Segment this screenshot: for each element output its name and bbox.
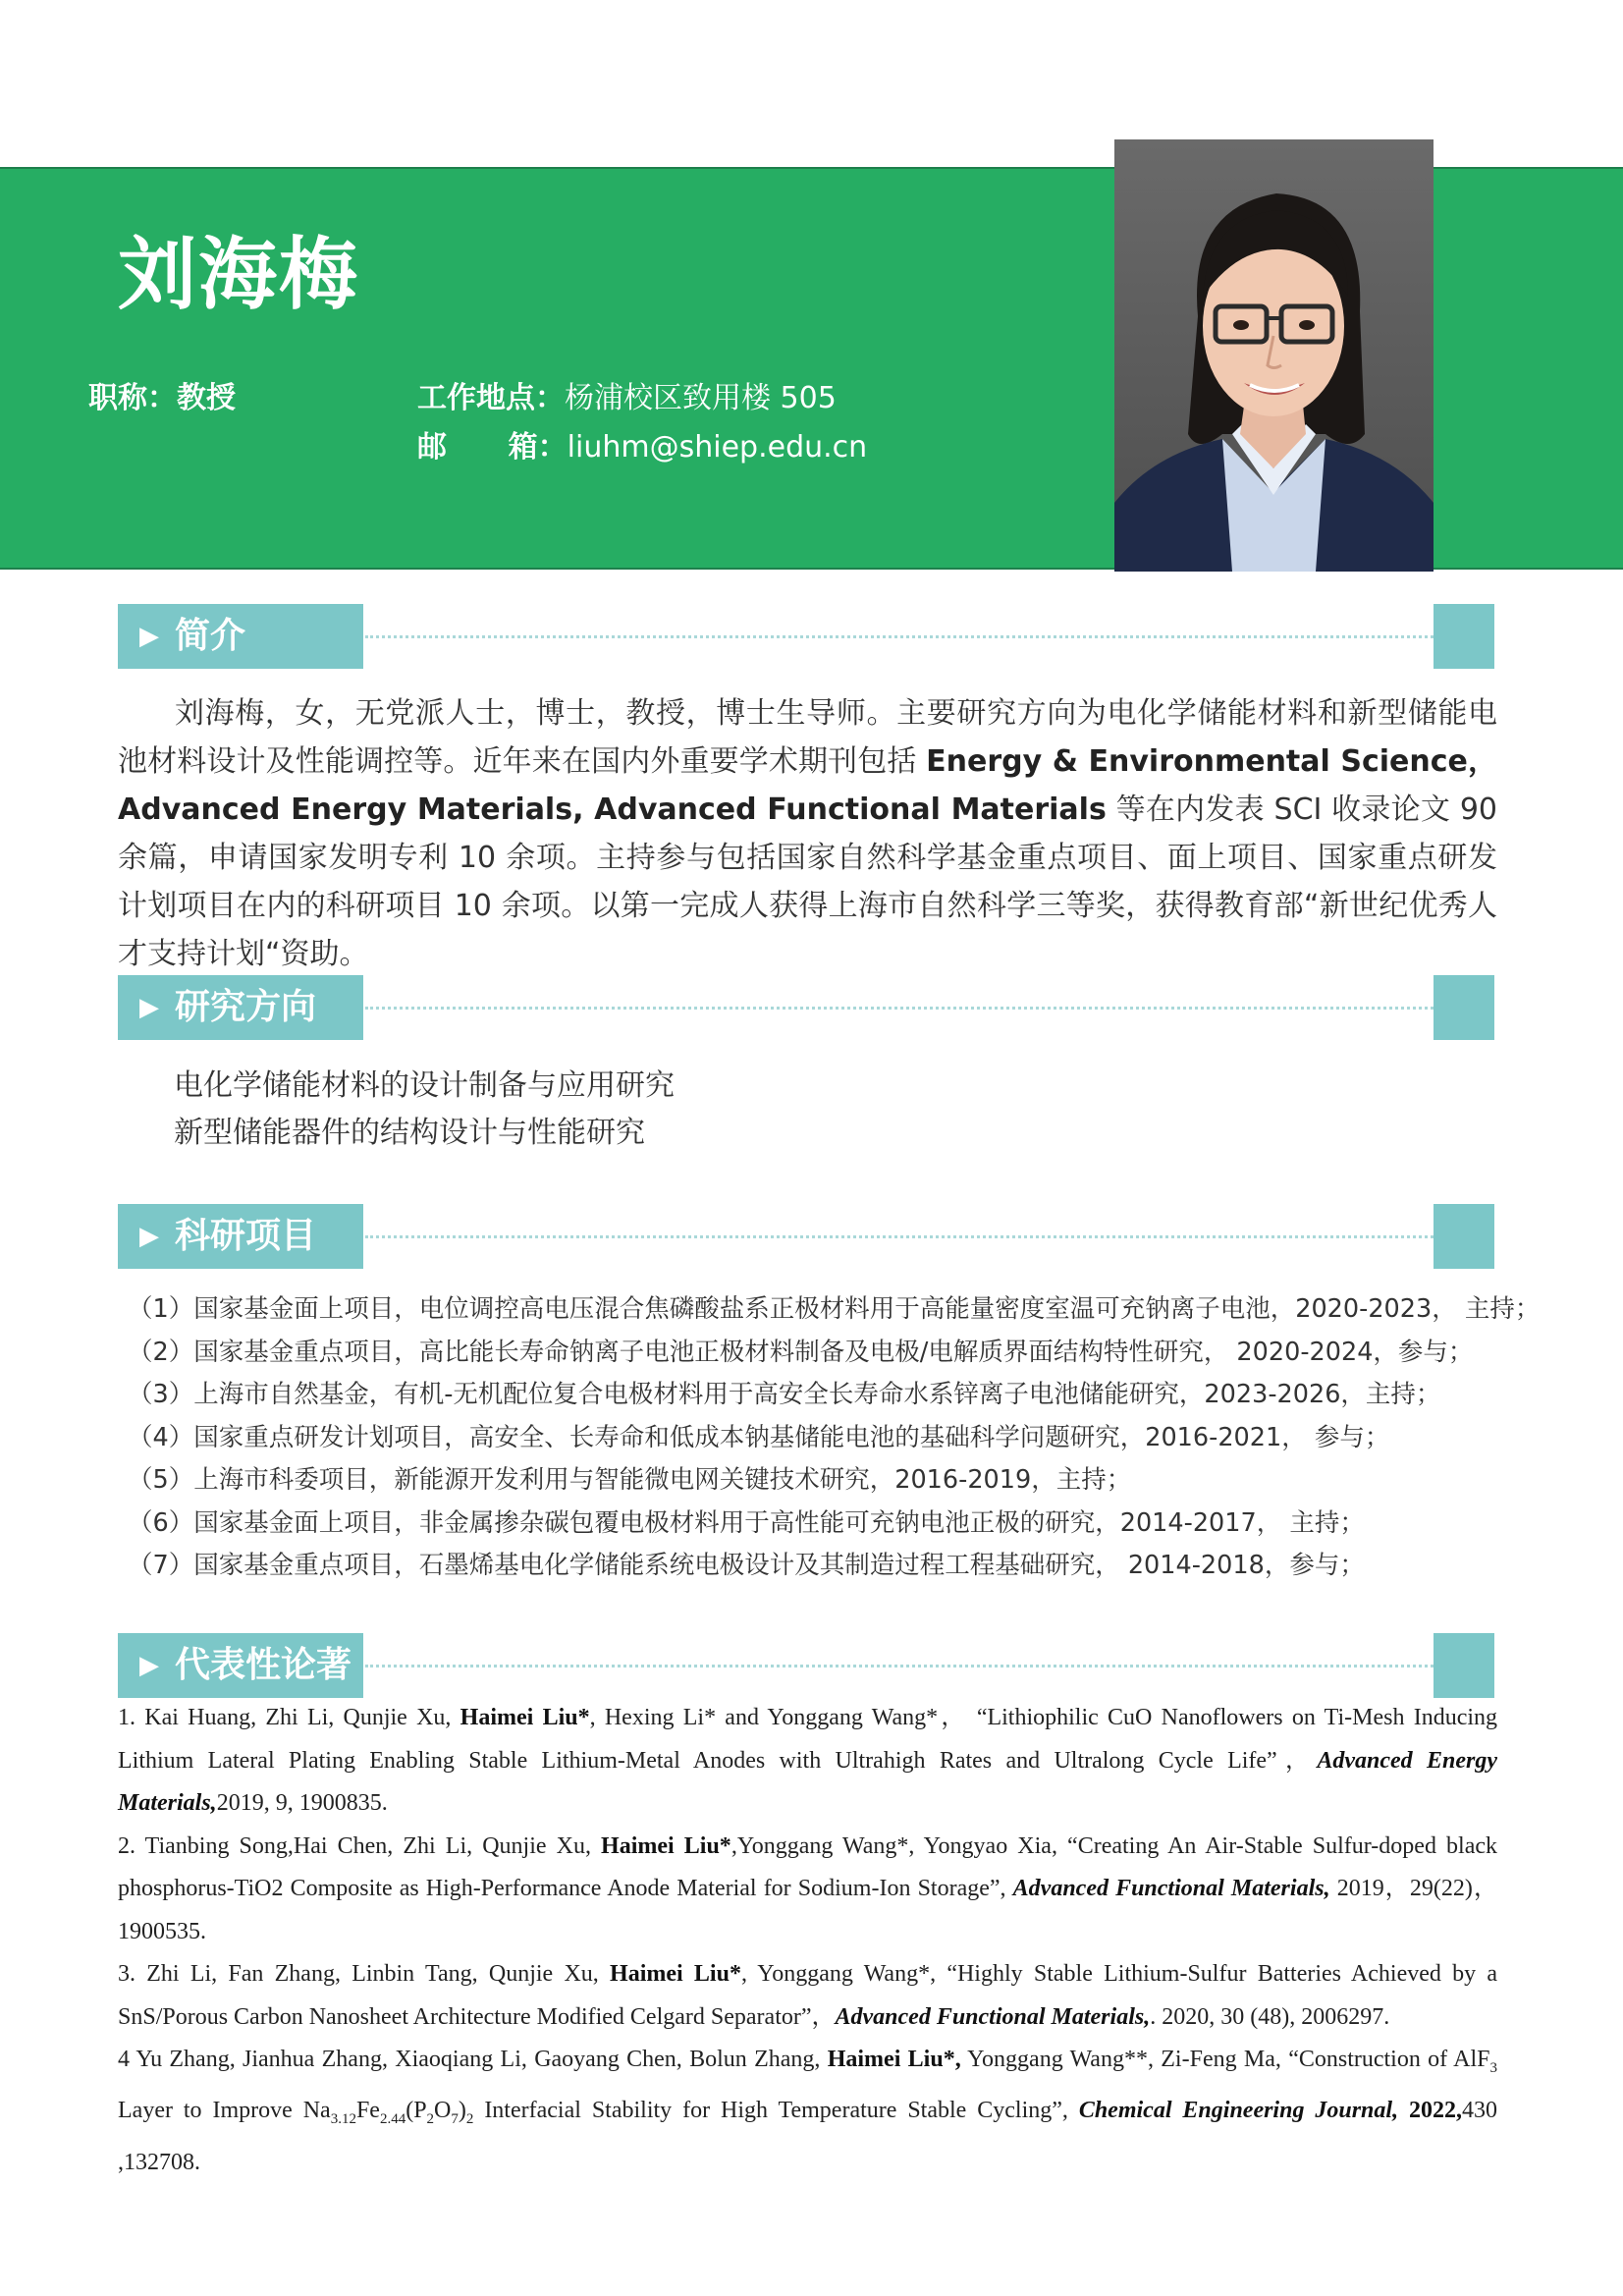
play-arrow-icon: ▶ [139,1222,159,1251]
section-title: 简介 [175,616,246,656]
pub-subscript: 2 [426,2111,435,2128]
pub-subscript: 3.12 [330,2111,356,2128]
list-item: （3）上海市自然基金，有机-无机配位复合电极材料用于高安全长寿命水系锌离子电池储能研究，2023-2026，主持； [128,1380,1441,1409]
play-arrow-icon: ▶ [139,622,159,651]
section-tag [118,975,363,1040]
section-title: 代表性论著 [175,1645,352,1685]
publication-list [118,1697,1497,2184]
section-end-block [1434,975,1494,1040]
research-direction-list [174,1063,675,1157]
pub-subscript: 3 [1489,2059,1497,2076]
play-arrow-icon: ▶ [139,1651,159,1680]
pub-journal: Advanced Functional Materials, [1012,1876,1330,1901]
pub-year: 2022, [1409,2098,1463,2124]
pub-subscript: 7 [451,2111,459,2128]
email-value: liuhm@shiep.edu.cn [567,430,868,465]
section-header-intro [118,604,1494,669]
pub-authors: 4 Yu Zhang, Jianhua Zhang, Xiaoqiang Li, Gaoyang Chen, Bolun Zhang, [118,2047,828,2072]
dotted-divider [365,1665,1434,1667]
pub-subscript: 2.44 [379,2111,406,2128]
intro-text-2: 等在内发表 SCI 收录论文 90 余篇，申请国家发明专利 10 余项。主持参与包括国家自然科学基金重点项目、面上项目、国家重点研发计划项目在内的科研项目 10 余项。以第一完成人获得上海市自然科学三等奖，获得教育部“新世纪优秀人才支持计划“资助。 [118,793,1497,971]
pub-journal: Advanced Functional Materials, [835,2003,1151,2030]
portrait-photo [1114,139,1434,572]
play-arrow-icon: ▶ [139,993,159,1022]
intro-text-1: 刘海梅，女，无党派人士，博士，教授，博士生导师。主要研究方向为电化学储能材料和新型储能电池材料设计及性能调控等。近年来在国内外重要学术期刊包括 [118,696,1497,779]
location-value: 杨浦校区致用楼 505 [565,381,837,415]
pub-authors: 2. Tianbing Song,Hai Chen, Zhi Li, Qunjie Xu, [118,1832,602,1859]
title-label: 职称： [88,381,177,415]
pub-author-highlight: Haimei Liu* [460,1705,590,1730]
section-title: 研究方向 [175,987,317,1027]
section-header-projects [118,1204,1494,1269]
pub-citation: 2019，29(22)，1900535. [118,1876,1498,1944]
pub-title: , Yonggang Wang*, “Highly Stable Lithium-Sulfur Batteries Achieved by a SnS/Porous Carbon Nanosheet Architecture Modified Celgard Separator”， [118,1961,1498,2030]
project-list [128,1288,1540,1588]
list-item: 电化学储能材料的设计制备与应用研究 [174,1068,675,1103]
section-tag [118,604,363,669]
dotted-divider [365,635,1434,638]
pub-journal: Chemical Engineering Journal, [1078,2098,1399,2124]
section-tag [118,1633,363,1698]
intro-paragraph [118,689,1497,978]
section-header-papers [118,1633,1494,1698]
list-item: 新型储能器件的结构设计与性能研究 [174,1116,645,1150]
pub-citation: 430 ,132708. [118,2098,1498,2175]
person-name: 刘海梅 [118,229,359,320]
pub-title: ) [458,2098,466,2124]
list-item: （1）国家基金面上项目，电位调控高电压混合焦磷酸盐系正极材料用于高能量密度室温可充钠离子电池，2020-2023， 主持； [128,1294,1541,1324]
pub-authors: 3. Zhi Li, Fan Zhang, Linbin Tang, Qunjie Xu, [118,1961,611,1987]
portrait-illustration [1114,139,1434,572]
email-line [417,422,867,465]
pub-title: O [434,2098,452,2124]
list-item: （5）上海市科委项目，新能源开发利用与智能微电网关键技术研究，2016-2019，主持； [128,1465,1132,1495]
pub-journal: Advanced Energy Materials, [118,1747,1497,1816]
pub-title: Interfacial Stability for High Temperature Stable Cycling”, [473,2098,1079,2124]
pub-title: ,Yonggang Wang*, Yongyao Xia, “Creating An Air-Stable Sulfur-doped black phosphorus-TiO2 Composite as High-Performance Anode Material for Sodium-Ion Storage”, [118,1832,1497,1901]
section-end-block [1434,1204,1494,1269]
publication-item [118,1953,1497,2039]
pub-title: (P [406,2098,427,2124]
location-label: 工作地点： [417,381,565,415]
section-header-research [118,975,1494,1040]
pub-title: Layer to Improve Na [118,2098,331,2124]
section-title: 科研项目 [175,1216,317,1256]
title-line [88,373,236,416]
pub-authors: 1. Kai Huang, Zhi Li, Qunjie Xu, [118,1705,460,1730]
intro-journal-2: Advanced Energy Materials, Advanced Functional Materials [118,793,1107,827]
section-tag [118,1204,363,1269]
pub-title: , Hexing Li* and Yonggang Wang*， “Lithiophilic CuO Nanoflowers on Ti-Mesh Inducing Lithium Lateral Plating Enabling Stable Lithium-Metal Anodes with Ultrahigh Rates and Ultralong Cycle Life”， [118,1705,1498,1774]
dotted-divider [365,1235,1434,1238]
list-item: （6）国家基金面上项目，非金属掺杂碳包覆电极材料用于高性能可充钠电池正极的研究，2014-2017， 主持； [128,1507,1365,1538]
pub-title: Fe [355,2098,380,2124]
pub-author-highlight: Haimei Liu*, [827,2047,961,2072]
publication-item [118,2039,1497,2184]
pub-subscript: 2 [465,2111,474,2128]
pub-author-highlight: Haimei Liu* [610,1961,741,1987]
section-end-block [1434,604,1494,669]
list-item: （2）国家基金重点项目，高比能长寿命钠离子电池正极材料制备及电极/电解质界面结构特性研究， 2020-2024，参与； [128,1337,1474,1367]
publication-item [118,1697,1497,1826]
pub-author-highlight: Haimei Liu* [601,1832,731,1859]
email-label: 邮 箱： [417,430,568,465]
list-item: （7）国家基金重点项目，石墨烯基电化学储能系统电极设计及其制造过程工程基础研究， 2014-2018，参与； [128,1551,1365,1580]
publication-item [118,1826,1497,1954]
intro-journal-1: Energy & Environmental Science， [926,744,1497,779]
pub-title: Yonggang Wang**, Zi-Feng Ma, “Construction of AlF [960,2047,1490,2072]
pub-citation: . 2020, 30 (48), 2006297. [1150,2003,1390,2030]
title-value: 教授 [177,381,236,415]
location-line [417,373,837,416]
dotted-divider [365,1007,1434,1010]
pub-citation: 2019, 9, 1900835. [216,1790,388,1816]
list-item: （4）国家重点研发计划项目，高安全、长寿命和低成本钠基储能电池的基础科学问题研究，2016-2021， 参与； [128,1422,1390,1452]
section-end-block [1434,1633,1494,1698]
